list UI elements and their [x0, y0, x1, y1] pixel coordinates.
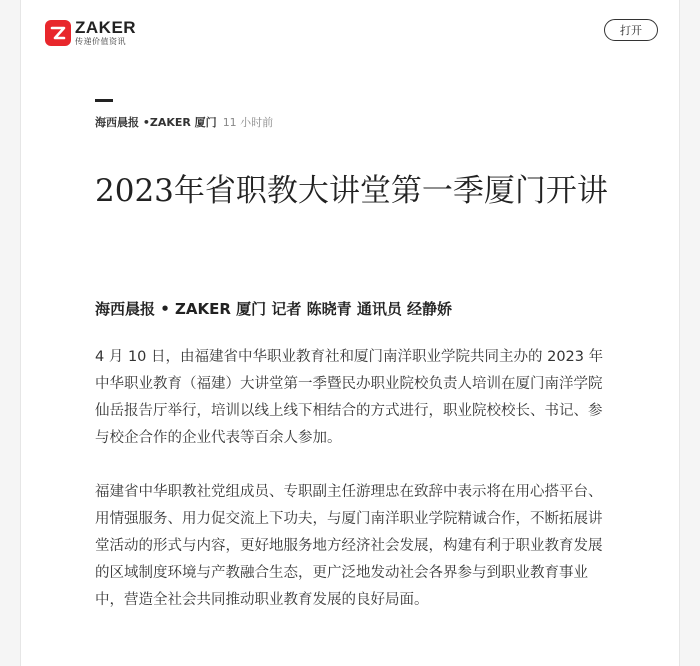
top-bar [21, 0, 679, 64]
article-title: 2023年省职教大讲堂第一季厦门开讲 [95, 173, 608, 209]
article-time: 11 小时前 [222, 116, 274, 129]
logo-text [75, 19, 136, 46]
title-dash-divider [95, 99, 113, 102]
logo-slogan: 传递价值资讯 [75, 37, 126, 46]
article-paragraph-2: 福建省中华职教社党组成员、专职副主任游理忠在致辞中表示将在用心搭平台、用情强服务、用力促交流上下功夫，与厦门南洋职业学院精诚合作，不断拓展讲堂活动的形式与内容，更好地服务地方经济社会发展，构建有利于职业教育发展的区域制度环境与产教融合生态，更广泛地发动社会各界参与到职业教育事业中，营造全社会共同推动职业教育发展的良好局面。 [95, 484, 603, 608]
article-paragraph-1: 4 月 10 日，由福建省中华职业教育社和厦门南洋职业学院共同主办的 2023 年中华职业教育（福建）大讲堂第一季暨民办职业院校负责人培训在厦门南洋学院仙岳报告厅举行，培训以线上线下相结合的方式进行，职业院校校长、书记、参与校企合作的企业代表等百余人参加。 [95, 349, 604, 446]
article-source[interactable]: 海西晨报 •ZAKER 厦门 [95, 116, 217, 129]
page [20, 0, 680, 666]
logo-name: ZAKER [75, 18, 137, 37]
open-app-button[interactable]: 打开 [604, 19, 658, 41]
zaker-logo-icon [45, 20, 71, 46]
zaker-logo[interactable] [45, 19, 136, 46]
article-byline: 海西晨报 • ZAKER 厦门 记者 陈晓青 通讯员 经静娇 [95, 300, 453, 318]
article-meta [95, 114, 273, 130]
